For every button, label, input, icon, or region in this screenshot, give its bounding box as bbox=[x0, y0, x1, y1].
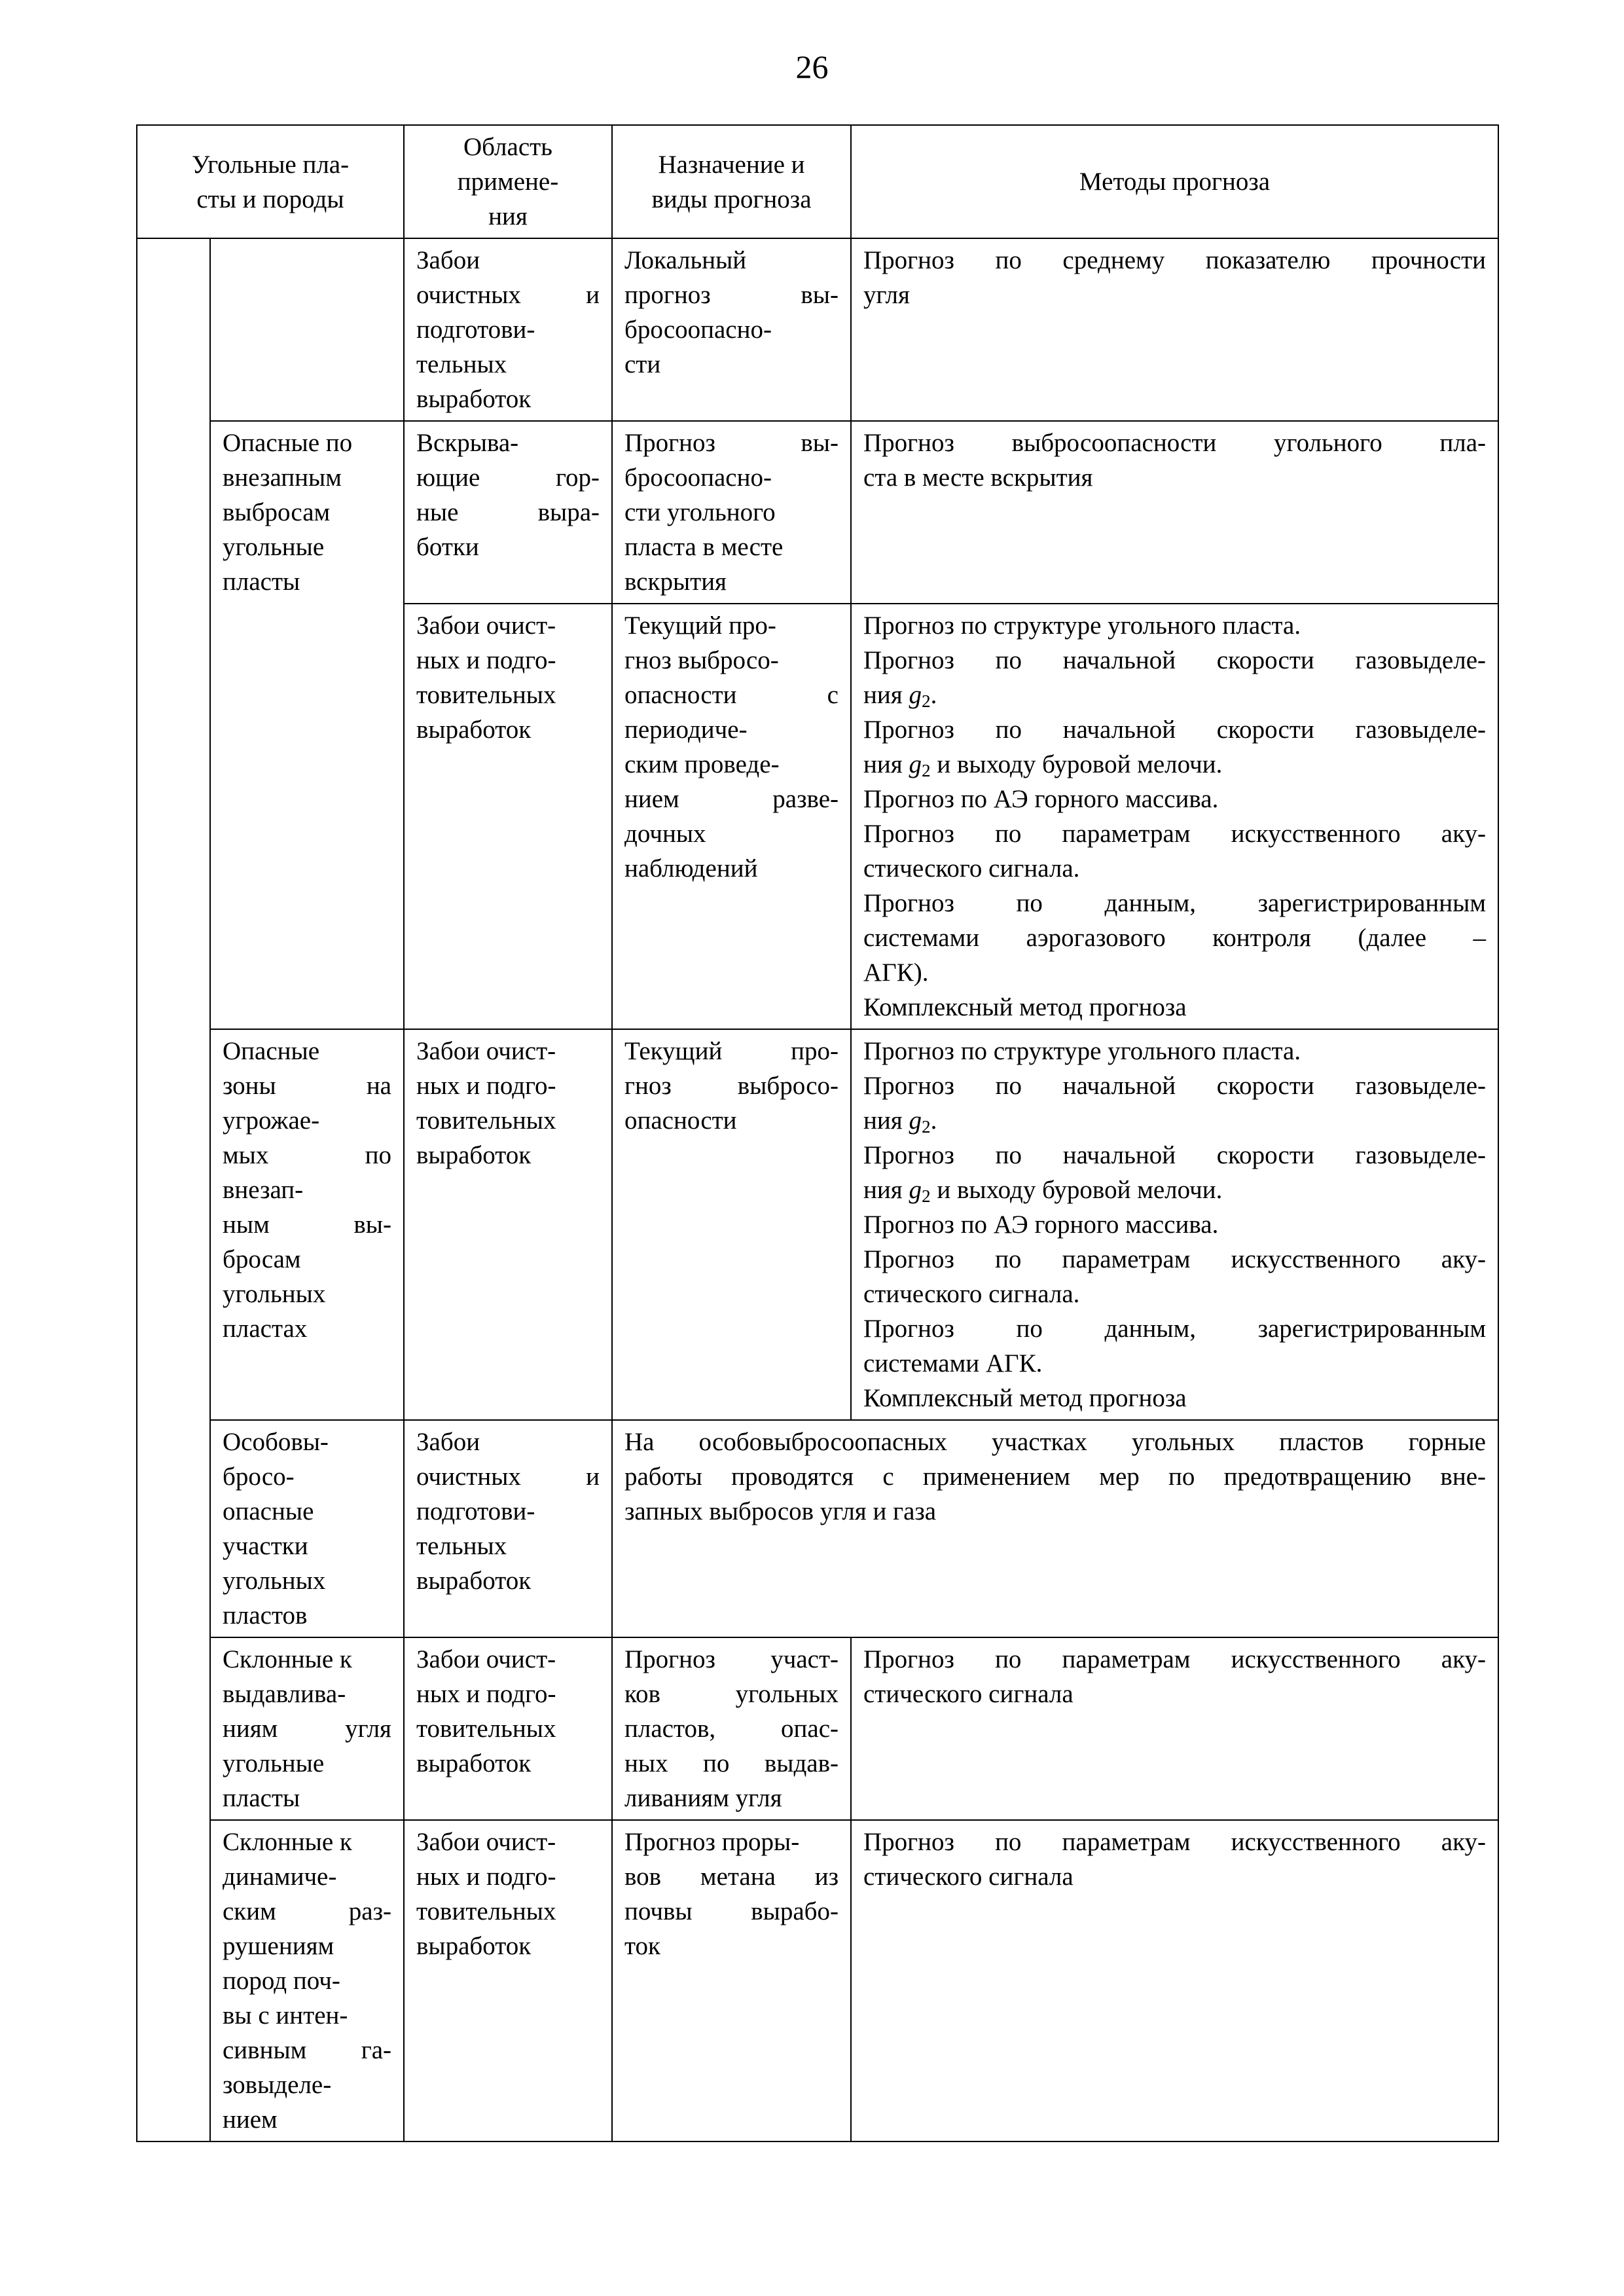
header-methods: Методы прогноза bbox=[851, 125, 1498, 238]
cell-text-line: бросам bbox=[223, 1245, 301, 1273]
seam-cell bbox=[210, 238, 404, 421]
cell-text-line: Прогноз по данным, зарегистрированным bbox=[863, 1315, 1486, 1343]
area-cell bbox=[404, 604, 612, 1029]
cell-text-line: Прогноз по АЭ горного массива. bbox=[863, 1211, 1219, 1239]
cell-text-line: стического сигнала. bbox=[863, 1280, 1080, 1308]
seam-cell bbox=[210, 421, 404, 1029]
cell-text-line: Вскрыва- bbox=[416, 429, 519, 457]
cell-text-line: ных по выдав- bbox=[624, 1749, 839, 1777]
cell-text-line: ниям угля bbox=[223, 1715, 391, 1743]
cell-text-line: ста в месте вскрытия bbox=[863, 464, 1093, 492]
cell-text-line: выработок bbox=[416, 1749, 532, 1777]
cell-text-line: Склонные к bbox=[223, 1828, 352, 1856]
cell-text-line: Опасные bbox=[223, 1037, 320, 1065]
cell-text-line: Опасные по bbox=[223, 429, 353, 457]
cell-text-line: бросоопасно- bbox=[624, 464, 772, 492]
cell-text-line: динамиче- bbox=[223, 1863, 337, 1891]
cell-text-line: Прогноз по параметрам искусственного аку- bbox=[863, 1245, 1486, 1273]
purpose-cell bbox=[612, 421, 851, 604]
cell-text-line: бросоопасно- bbox=[624, 316, 772, 344]
cell-text-line: подготови- bbox=[416, 1497, 535, 1525]
cell-text-line: АГК). bbox=[863, 958, 929, 987]
cell-text-line: наблюдений bbox=[624, 854, 758, 883]
cell-text-line: зовыделе- bbox=[223, 2071, 332, 2099]
cell-text-line: тельных bbox=[416, 350, 507, 378]
cell-text-line: тельных bbox=[416, 1532, 507, 1560]
cell-text-line: работы проводятся с применением мер по предотвращению вне- bbox=[624, 1463, 1486, 1491]
cell-text-line: товительных bbox=[416, 1106, 556, 1135]
cell-text-line: выбросам bbox=[223, 498, 331, 526]
cell-text-line: ных и подго- bbox=[416, 1680, 556, 1708]
cell-text-line: Забои очист- bbox=[416, 1828, 556, 1856]
cell-text-line: ливаниям угля bbox=[624, 1784, 782, 1812]
cell-text-line: опасности bbox=[624, 1106, 737, 1135]
cell-text-line: угольные bbox=[223, 1749, 325, 1777]
header-area bbox=[404, 125, 612, 238]
cell-text-line: Прогноз выбросоопасности угольного пла- bbox=[863, 429, 1486, 457]
table-header-row bbox=[137, 125, 1498, 238]
cell-text-line: ные выра- bbox=[416, 498, 600, 526]
seam-cell bbox=[210, 1637, 404, 1820]
cell-text-line: пластах bbox=[223, 1315, 308, 1343]
cell-text-line: Прогноз по параметрам искусственного аку- bbox=[863, 1645, 1486, 1673]
cell-text-line: почвы вырабо- bbox=[624, 1897, 839, 1925]
table-row bbox=[137, 421, 1498, 604]
cell-text-line: угольных bbox=[223, 1280, 326, 1308]
cell-text-line: ским раз- bbox=[223, 1897, 391, 1925]
area-cell bbox=[404, 1820, 612, 2141]
cell-text-line: стического сигнала bbox=[863, 1863, 1074, 1891]
cell-text-line: угольных bbox=[223, 1567, 326, 1595]
cell-text-line: стического сигнала bbox=[863, 1680, 1074, 1708]
cell-text-line: очистных и bbox=[416, 1463, 600, 1491]
cell-text-line: ния $g_2$. bbox=[863, 681, 937, 711]
purpose-cell bbox=[612, 238, 851, 421]
merged-methods-cell bbox=[612, 1420, 1498, 1637]
table-row bbox=[137, 238, 1498, 421]
cell-text-line: ков угольных bbox=[624, 1680, 839, 1708]
header-purpose bbox=[612, 125, 851, 238]
cell-text-line: Прогноз по начальной скорости газовыделе- bbox=[863, 646, 1486, 674]
cell-text-line: очистных и bbox=[416, 281, 600, 309]
cell-text-line: внезапным bbox=[223, 464, 342, 492]
cell-text-line: Прогноз по начальной скорости газовыделе- bbox=[863, 716, 1486, 744]
cell-text-line: угрожае- bbox=[223, 1106, 320, 1135]
cell-text-line: системами АГК. bbox=[863, 1349, 1043, 1377]
cell-text-line: Забои bbox=[416, 246, 480, 274]
cell-text-line: ток bbox=[624, 1932, 660, 1960]
table-row bbox=[137, 1420, 1498, 1637]
methods-cell bbox=[851, 238, 1498, 421]
cell-text-line: нием разве- bbox=[624, 785, 839, 813]
cell-text-line: Прогноз по параметрам искусственного аку- bbox=[863, 1828, 1486, 1856]
cell-text-line: внезап- bbox=[223, 1176, 304, 1204]
cell-text-line: Прогноз по начальной скорости газовыделе- bbox=[863, 1141, 1486, 1169]
cell-text-line: угля bbox=[863, 281, 910, 309]
cell-text-line: На особовыбросоопасных участках угольных пластов горные bbox=[624, 1428, 1486, 1456]
table-row bbox=[137, 1820, 1498, 2141]
cell-text-line: ным вы- bbox=[223, 1211, 391, 1239]
cell-text-line: вов метана из bbox=[624, 1863, 839, 1891]
cell-text-line: примене- bbox=[457, 168, 559, 196]
cell-text-line: участки bbox=[223, 1532, 308, 1560]
cell-text-line: прогноз вы- bbox=[624, 281, 839, 309]
cell-text-line: Текущий про- bbox=[624, 611, 776, 640]
cell-text-line: Забои bbox=[416, 1428, 480, 1456]
cell-text-line: Область bbox=[463, 133, 552, 161]
area-cell bbox=[404, 1637, 612, 1820]
cell-text-line: гноз выбросо- bbox=[624, 1072, 839, 1100]
purpose-cell bbox=[612, 604, 851, 1029]
purpose-cell bbox=[612, 1637, 851, 1820]
cell-text-line: вы с интен- bbox=[223, 2001, 348, 2030]
cell-text-line: пласта в месте bbox=[624, 533, 784, 561]
cell-text-line: ния $g_2$. bbox=[863, 1106, 937, 1137]
cell-text-line: опасные bbox=[223, 1497, 314, 1525]
cell-text-line: Комплексный метод прогноза bbox=[863, 1384, 1187, 1412]
cell-text-line: Прогноз по структуре угольного пласта. bbox=[863, 1037, 1301, 1065]
forecast-methods-table bbox=[136, 124, 1499, 2142]
cell-text-line: рушениям bbox=[223, 1932, 334, 1960]
area-cell bbox=[404, 1420, 612, 1637]
cell-text-line: ния $g_2$ и выходу буровой мелочи. bbox=[863, 1176, 1223, 1206]
cell-text-line: Особовы- bbox=[223, 1428, 329, 1456]
cell-text-line: пластов bbox=[223, 1601, 308, 1630]
purpose-cell bbox=[612, 1029, 851, 1420]
cell-text-line: гноз выбросо- bbox=[624, 646, 779, 674]
cell-text-line: бросо- bbox=[223, 1463, 295, 1491]
cell-text-line: Прогноз вы- bbox=[624, 429, 839, 457]
cell-text-line: Забои очист- bbox=[416, 1645, 556, 1673]
cell-text-line: ющие гор- bbox=[416, 464, 600, 492]
cell-text-line: Прогноз проры- bbox=[624, 1828, 800, 1856]
cell-text-line: периодиче- bbox=[624, 716, 748, 744]
seam-cell bbox=[210, 1420, 404, 1637]
cell-text-line: угольные bbox=[223, 533, 325, 561]
cell-text-line: Прогноз по начальной скорости газовыделе- bbox=[863, 1072, 1486, 1100]
cell-text-line: Забои очист- bbox=[416, 1037, 556, 1065]
cell-text-line: Прогноз по структуре угольного пласта. bbox=[863, 611, 1301, 640]
cell-text-line: выдавлива- bbox=[223, 1680, 346, 1708]
cell-text-line: вскрытия bbox=[624, 568, 727, 596]
cell-text-line: дочных bbox=[624, 820, 706, 848]
cell-text-line: виды прогноза bbox=[651, 185, 812, 213]
methods-cell bbox=[851, 1820, 1498, 2141]
table-row bbox=[137, 1029, 1498, 1420]
methods-cell bbox=[851, 604, 1498, 1029]
cell-text-line: выработок bbox=[416, 716, 532, 744]
cell-text-line: Прогноз по данным, зарегистрированным bbox=[863, 889, 1486, 917]
cell-text-line: сти bbox=[624, 350, 661, 378]
cell-text-line: пластов, опас- bbox=[624, 1715, 839, 1743]
cell-text-line: товительных bbox=[416, 1715, 556, 1743]
cell-text-line: Прогноз по параметрам искусственного аку- bbox=[863, 820, 1486, 848]
cell-text-line: опасности с bbox=[624, 681, 839, 709]
cell-text-line: ных и подго- bbox=[416, 1863, 556, 1891]
cell-text-line: Забои очист- bbox=[416, 611, 556, 640]
methods-cell bbox=[851, 1029, 1498, 1420]
cell-text-line: ния bbox=[488, 202, 528, 230]
cell-text-line: товительных bbox=[416, 681, 556, 709]
cell-text-line: запных выбросов угля и газа bbox=[624, 1497, 937, 1525]
cell-text-line: подготови- bbox=[416, 316, 535, 344]
page-number: 26 bbox=[795, 48, 829, 85]
cell-text-line: мых по bbox=[223, 1141, 391, 1169]
table-stub-column bbox=[137, 238, 210, 2141]
cell-text-line: сивным га- bbox=[223, 2036, 391, 2064]
cell-text-line: ных и подго- bbox=[416, 1072, 556, 1100]
cell-text-line: Локальный bbox=[624, 246, 747, 274]
cell-text-line: пласты bbox=[223, 568, 300, 596]
table-row bbox=[137, 1637, 1498, 1820]
cell-text-line: Назначение и bbox=[658, 150, 805, 179]
area-cell bbox=[404, 1029, 612, 1420]
cell-text-line: нием bbox=[223, 2105, 278, 2134]
cell-text-line: ния $g_2$ и выходу буровой мелочи. bbox=[863, 750, 1223, 780]
header-seams bbox=[137, 125, 404, 238]
cell-text-line: выработок bbox=[416, 1141, 532, 1169]
cell-text-line: ных и подго- bbox=[416, 646, 556, 674]
cell-text-line: выработок bbox=[416, 1567, 532, 1595]
cell-text-line: выработок bbox=[416, 1932, 532, 1960]
cell-text-line: товительных bbox=[416, 1897, 556, 1925]
cell-text-line: Склонные к bbox=[223, 1645, 352, 1673]
cell-text-line: выработок bbox=[416, 385, 532, 413]
cell-text-line: Текущий про- bbox=[624, 1037, 839, 1065]
cell-text-line: сты и породы bbox=[196, 185, 344, 213]
methods-cell bbox=[851, 1637, 1498, 1820]
cell-text-line: пород поч- bbox=[223, 1967, 340, 1995]
cell-text-line: сти угольного bbox=[624, 498, 776, 526]
cell-text-line: системами аэрогазового контроля (далее – bbox=[863, 924, 1486, 952]
cell-text-line: Прогноз участ- bbox=[624, 1645, 839, 1673]
cell-text-line: стического сигнала. bbox=[863, 854, 1080, 883]
cell-text-line: ботки bbox=[416, 533, 479, 561]
cell-text-line: ским проведе- bbox=[624, 750, 780, 778]
cell-text-line: Комплексный метод прогноза bbox=[863, 993, 1187, 1021]
seam-cell bbox=[210, 1820, 404, 2141]
methods-cell bbox=[851, 421, 1498, 604]
purpose-cell bbox=[612, 1820, 851, 2141]
cell-text-line: Угольные пла- bbox=[191, 150, 350, 179]
cell-text-line: Прогноз по АЭ горного массива. bbox=[863, 785, 1219, 813]
cell-text-line: пласты bbox=[223, 1784, 300, 1812]
area-cell bbox=[404, 421, 612, 604]
seam-cell bbox=[210, 1029, 404, 1420]
cell-text-line: Прогноз по среднему показателю прочности bbox=[863, 246, 1486, 274]
area-cell bbox=[404, 238, 612, 421]
cell-text-line: зоны на bbox=[223, 1072, 391, 1100]
